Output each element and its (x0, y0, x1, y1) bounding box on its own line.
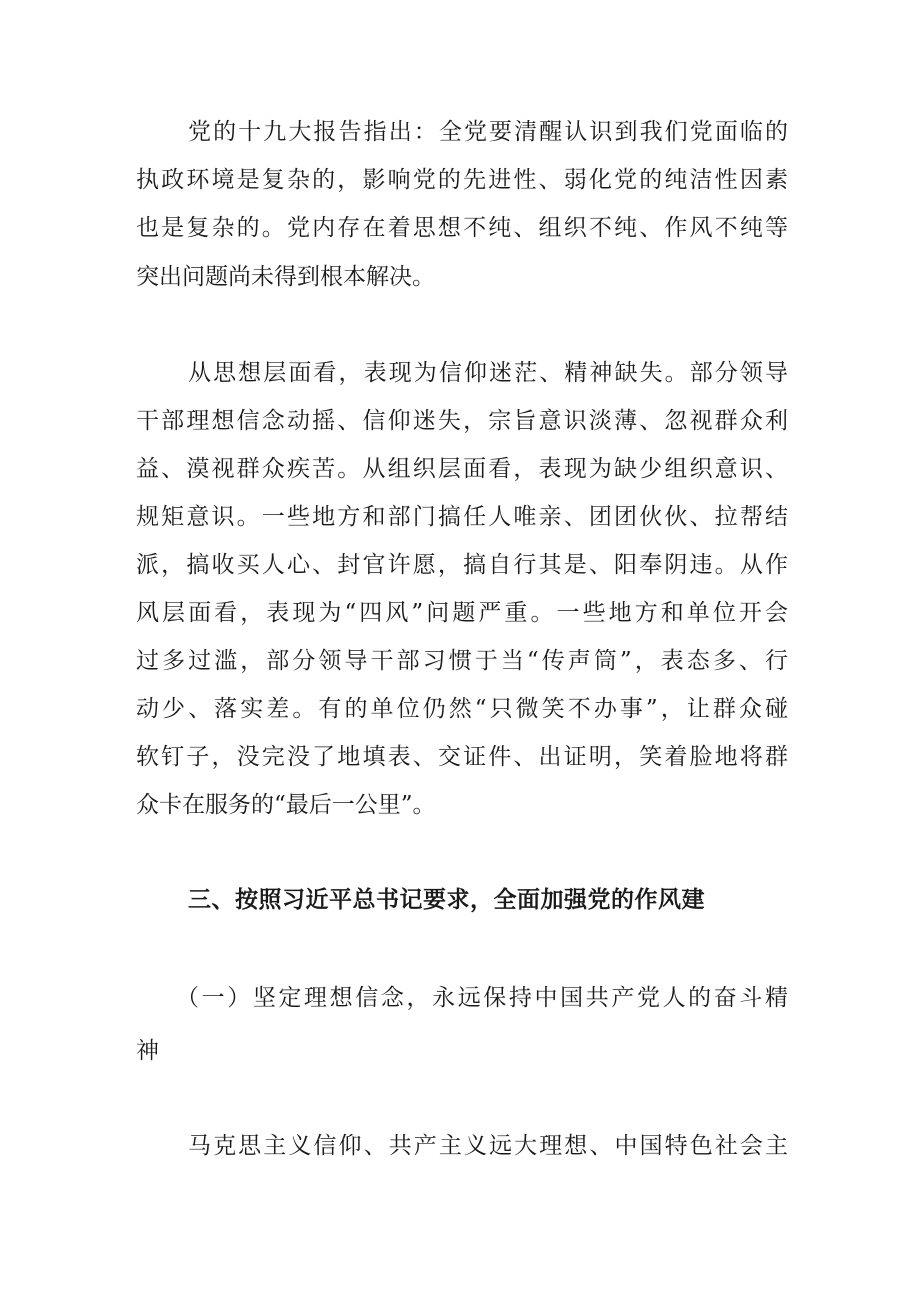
paragraph-2-line-5: 派，搞收买人心、封官许愿，搞自行其是、阳奉阴违。从作 (136, 552, 788, 578)
paragraph-2-line-7: 过多过滥，部分领导干部习惯于当“传声筒”，表态多、行 (136, 648, 788, 674)
paragraph-2-line-10: 众卡在服务的“最后一公里”。 (136, 792, 436, 818)
paragraph-1-line-4: 突出问题尚未得到根本解决。 (136, 264, 435, 290)
paragraph-2-line-4: 规矩意识。一些地方和部门搞任人唯亲、团团伙伙、拉帮结 (136, 504, 788, 530)
paragraph-2-line-2: 干部理想信念动摇、信仰迷失，宗旨意识淡薄、忽视群众利 (136, 408, 788, 434)
paragraph-1-line-1: 党的十九大报告指出：全党要清醒认识到我们党面临的 (188, 119, 788, 145)
paragraph-2-line-9: 软钉子，没完没了地填表、交证件、出证明，笑着脸地将群 (136, 744, 788, 770)
section-heading: 三、按照习近平总书记要求，全面加强党的作风建 (188, 887, 705, 913)
subsection-title-line-2: 神 (136, 1038, 159, 1064)
paragraph-1-line-2: 执政环境是复杂的，影响党的先进性、弱化党的纯洁性因素 (136, 167, 788, 193)
paragraph-3-line-1: 马克思主义信仰、共产主义远大理想、中国特色社会主 (188, 1133, 788, 1159)
paragraph-2-line-8: 动少、落实差。有的单位仍然“只微笑不办事”，让群众碰 (136, 696, 788, 722)
paragraph-2-line-1: 从思想层面看，表现为信仰迷茫、精神缺失。部分领导 (188, 360, 788, 386)
paragraph-2-line-6: 风层面看，表现为“四风”问题严重。一些地方和单位开会 (136, 600, 788, 626)
paragraph-1-line-3: 也是复杂的。党内存在着思想不纯、组织不纯、作风不纯等 (136, 215, 788, 241)
subsection-title-line-1: （一）坚定理想信念，永远保持中国共产党人的奋斗精 (176, 985, 788, 1011)
paragraph-2-line-3: 益、漠视群众疾苦。从组织层面看，表现为缺少组织意识、 (136, 456, 788, 482)
